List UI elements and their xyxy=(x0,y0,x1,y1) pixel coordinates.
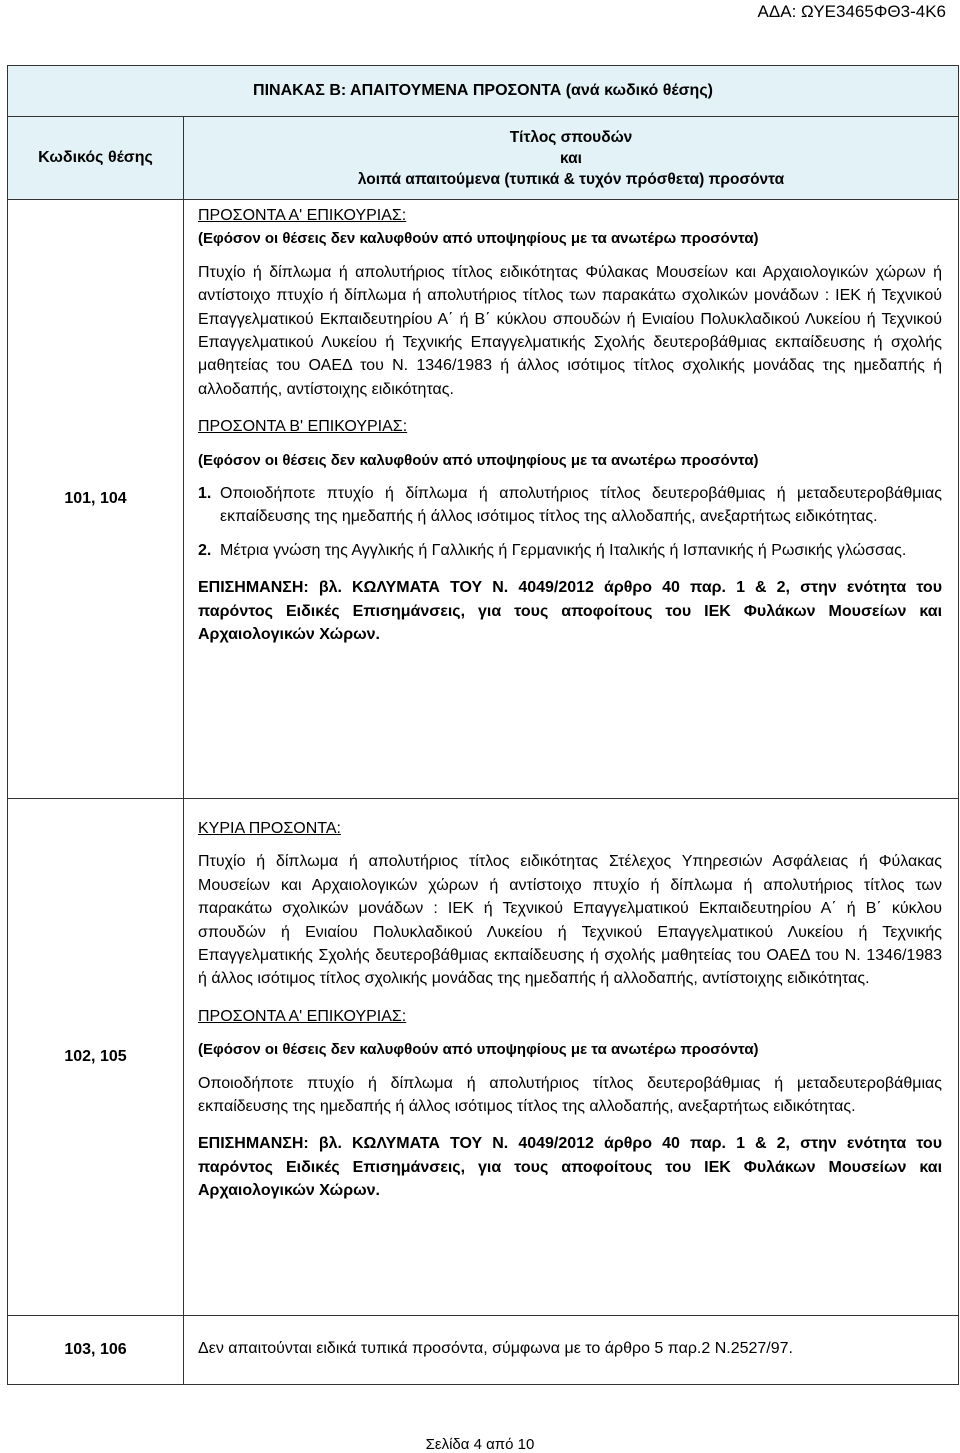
column-header-line-2: και xyxy=(560,149,582,167)
section-heading: ΠΡΟΣΟΝΤΑ Α' ΕΠΙΚΟΥΡΙΑΣ: xyxy=(198,1007,407,1025)
qualifications-cell xyxy=(184,1316,959,1385)
column-header-line-3: λοιπά απαιτούμενα (τυπικά & τυχόν πρόσθετα) προσόντα xyxy=(357,170,785,188)
list-text: Οποιοδήποτε πτυχίο ή δίπλωμα ή απολυτήριος τίτλος δευτεροβάθμιας ή μεταδευτεροβάθμιας εκπαίδευσης της ημεδαπής ή άλλος ισότιμος τίτλος της αλλοδαπής, ανεξαρτήτως ειδικότητας. xyxy=(220,485,943,526)
table-row xyxy=(8,799,959,1316)
section-text: Πτυχίο ή δίπλωμα ή απολυτήριος τίτλος ειδικότητας Φύλακας Μουσείων και Αρχαιολογικών χώρων ή αντίστοιχο πτυχίο ή δίπλωμα ή απολυτήριος τίτλος των παρακάτω σχολικών μονάδων : ΙΕΚ ή Τεχνικού Επαγγελματικού Εκπαιδευτηρίου Α΄ ή Β΄ κύκλου σπουδών ή Ενιαίου Πολυκλαδικού Λυκείου ή Τεχνικού Επαγγελματικού Λυκείου ή Τεχνικής Επαγγελματικής Σχολής δευτεροβάθμιας εκπαίδευσης ή σχολής μαθητείας του ΟΑΕΔ του Ν. 1346/1983 ή άλλος ισότιμος τίτλος σχολικής μονάδας της ημεδαπής ή αλλοδαπής, αντίστοιχης ειδικότητας. xyxy=(198,263,943,398)
notice-text: ΕΠΙΣΗΜΑΝΣΗ: βλ. ΚΩΛΥΜΑΤΑ ΤΟΥ Ν. 4049/2012 άρθρο 40 παρ. 1 & 2, στην ενότητα του παρόντος Ειδικές Επισημάνσεις, για τους αποφοίτους του ΙΕΚ Φυλάκων Μουσείων και Αρχαιολογικών Χώρων. xyxy=(198,1135,943,1200)
section-text: Οποιοδήποτε πτυχίο ή δίπλωμα ή απολυτήριος τίτλος δευτεροβάθμιας ή μεταδευτεροβάθμιας εκπαίδευσης της ημεδαπής ή άλλος ισότιμος τίτλος της αλλοδαπής, ανεξαρτήτως ειδικότητας. xyxy=(198,1074,943,1116)
ada-code: ΑΔΑ: ΩΥΕ3465ΦΘ3-4Κ6 xyxy=(757,2,946,21)
column-header-title xyxy=(184,117,959,200)
list-number: 1. xyxy=(198,485,212,503)
table-title: ΠΙΝΑΚΑΣ Β: ΑΠΑΙΤΟΥΜΕΝΑ ΠΡΟΣΟΝΤΑ (ανά κωδικό θέσης) xyxy=(8,66,959,117)
notice-text: ΕΠΙΣΗΜΑΝΣΗ: βλ. ΚΩΛΥΜΑΤΑ ΤΟΥ Ν. 4049/2012 άρθρο 40 παρ. 1 & 2, στην ενότητα του παρόντος Ειδικές Επισημάνσεις, για τους αποφοίτους του ΙΕΚ Φυλάκων Μουσείων και Αρχαιολογικών Χώρων. xyxy=(198,579,943,644)
page-number: Σελίδα 4 από 10 xyxy=(425,1436,535,1453)
list-item xyxy=(198,539,942,562)
section-note: (Εφόσον οι θέσεις δεν καλυφθούν από υποψηφίους με τα ανωτέρω προσόντα) xyxy=(198,230,759,248)
section-text: Δεν απαιτούνται ειδικά τυπικά προσόντα, σύμφωνα με το άρθρο 5 παρ.2 Ν.2527/97. xyxy=(198,1340,793,1358)
section-note: (Εφόσον οι θέσεις δεν καλυφθούν από υποψηφίους με τα ανωτέρω προσόντα) xyxy=(198,451,759,469)
qualifications-cell xyxy=(184,799,959,1316)
section-heading: ΠΡΟΣΟΝΤΑ Β' ΕΠΙΚΟΥΡΙΑΣ: xyxy=(198,418,408,436)
list-item xyxy=(198,482,942,529)
section-heading: ΠΡΟΣΟΝΤΑ Α' ΕΠΙΚΟΥΡΙΑΣ: xyxy=(198,207,407,224)
qualifications-cell xyxy=(184,200,959,799)
section-text: Πτυχίο ή δίπλωμα ή απολυτήριος τίτλος ειδικότητας Στέλεχος Υπηρεσιών Ασφάλειας ή Φύλακας Μουσείων και Αρχαιολογικών χώρων ή αντίστοιχο πτυχίο ή δίπλωμα ή απολυτήριος τίτλος των παρακάτω σχολικών μονάδων : ΙΕΚ ή Τεχνικού Επαγγελματικού Εκπαιδευτηρίου Α΄ ή Β΄ κύκλου σπουδών ή Ενιαίου Πολυκλαδικού Λυκείου ή Τεχνικού Επαγγελματικού Λυκείου ή Τεχνικής Επαγγελματικής Σχολής δευτεροβάθμιας εκπαίδευσης ή σχολής μαθητείας του ΟΑΕΔ του Ν. 1346/1983 ή άλλος ισότιμος τίτλος σχολικής μονάδας της ημεδαπής ή αλλοδαπής, αντίστοιχης ειδικότητας. xyxy=(198,853,943,988)
position-code: 103, 106 xyxy=(8,1316,184,1385)
position-code: 101, 104 xyxy=(8,200,184,799)
list-text: Μέτρια γνώση της Αγγλικής ή Γαλλικής ή Γερμανικής ή Ιταλικής ή Ισπανικής ή Ρωσικής γλώσσας. xyxy=(220,541,907,559)
column-header-code: Κωδικός θέσης xyxy=(8,117,184,200)
qualifications-table xyxy=(7,65,959,1385)
section-heading: ΚΥΡΙΑ ΠΡΟΣΟΝΤΑ: xyxy=(198,820,341,837)
column-header-line-1: Τίτλος σπουδών xyxy=(509,128,633,146)
list-number: 2. xyxy=(198,541,212,559)
table-row xyxy=(8,1316,959,1385)
position-code: 102, 105 xyxy=(8,799,184,1316)
section-note: (Εφόσον οι θέσεις δεν καλυφθούν από υποψηφίους με τα ανωτέρω προσόντα) xyxy=(198,1041,759,1059)
table-row xyxy=(8,200,959,799)
